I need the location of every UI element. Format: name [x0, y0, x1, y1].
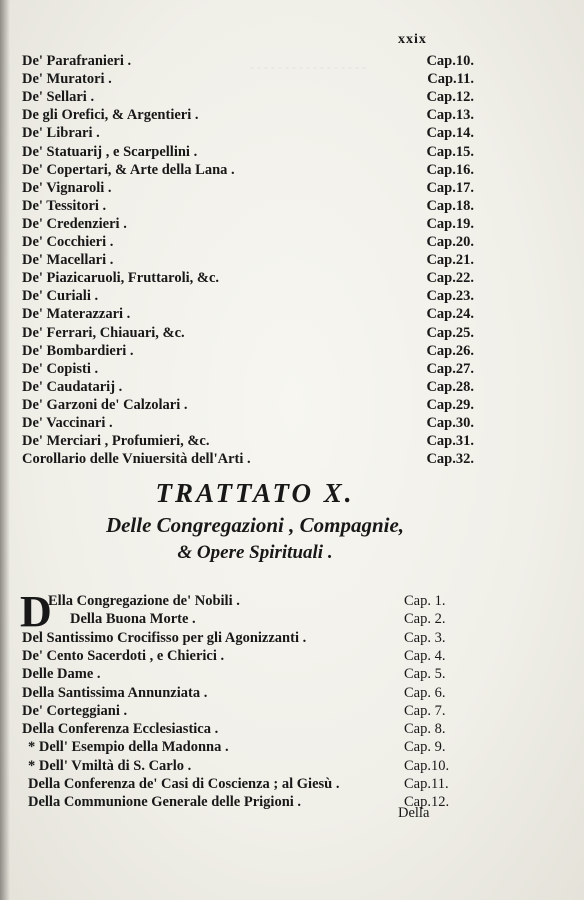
entry-chapter: Cap.19. — [426, 215, 474, 232]
entry-title: De' Credenzieri . — [22, 215, 127, 232]
index-entry — [22, 378, 474, 396]
entry-title: De' Caudatarij . — [22, 378, 123, 395]
index-entry — [22, 52, 474, 70]
entry-title: De' Cocchieri . — [22, 234, 114, 250]
entry-chapter: Cap.20. — [426, 234, 474, 250]
entry-chapter: Cap.32. — [426, 451, 474, 468]
index-entry — [22, 324, 474, 342]
entry-title: De' Materazzari . — [22, 306, 131, 323]
entry-chapter: Cap.28. — [426, 378, 474, 395]
index-entry — [22, 233, 474, 251]
entry-title: Ella Congregazione de' Nobili . — [48, 593, 240, 609]
entry-chapter: Cap.21. — [426, 252, 474, 269]
index-entry — [22, 610, 462, 628]
entry-title: Della Conferenza de' Casi di Coscienza ; al Giesù . — [28, 776, 340, 792]
entry-title: De' Copertari, & Arte della Lana . — [22, 161, 235, 178]
index-entry — [22, 684, 462, 702]
index-entry — [22, 720, 462, 738]
entry-title: De' Copisti . — [22, 360, 99, 377]
entry-title: De' Garzoni de' Calzolari . — [22, 396, 188, 413]
entry-title: * Dell' Vmiltà di S. Carlo . — [28, 757, 192, 774]
index-entry — [22, 70, 474, 88]
entry-chapter: Cap. 9. — [404, 739, 446, 756]
page-number: xxix — [398, 32, 427, 47]
treatise-subtitle-line1: Delle Congregazioni , Compagnie, — [105, 513, 405, 537]
index-entry — [22, 179, 474, 197]
entry-title: De' Cento Sacerdoti , e Chierici . — [22, 647, 225, 664]
entry-title: * Dell' Esempio della Madonna . — [28, 739, 229, 756]
entry-chapter: Cap.12. — [404, 794, 450, 811]
entry-chapter: Cap.11. — [404, 776, 449, 792]
entry-title: Della Buona Morte . — [70, 611, 196, 628]
entry-title: Della Communione Generale delle Prigioni . — [28, 794, 302, 811]
entry-title: De' Merciari , Profumieri, &c. — [22, 433, 210, 450]
entry-title: De' Corteggiani . — [22, 702, 128, 719]
entry-chapter: Cap.12. — [426, 89, 474, 106]
entry-chapter: Cap.24. — [426, 306, 474, 323]
entry-chapter: Cap.31. — [426, 433, 474, 450]
entry-title: De' Vignaroli . — [22, 179, 112, 196]
entry-chapter: Cap.22. — [426, 270, 474, 287]
entry-title: Delle Dame . — [22, 666, 101, 683]
index-entry — [22, 432, 474, 450]
index-entry — [22, 793, 462, 811]
entry-chapter: Cap.18. — [426, 197, 474, 214]
index-entry — [22, 450, 474, 468]
entry-title: De gli Orefici, & Argentieri . — [22, 107, 199, 124]
entry-chapter: Cap.15. — [426, 143, 474, 160]
drop-capital: D — [20, 587, 52, 636]
index-entry — [22, 161, 474, 179]
entry-chapter: Cap.14. — [426, 125, 474, 142]
entry-title: De' Ferrari, Chiauari, &c. — [22, 324, 185, 341]
index-entry — [22, 738, 462, 756]
entry-chapter: Cap.27. — [426, 360, 474, 377]
entry-chapter: Cap. 4. — [404, 647, 446, 664]
index-entry — [22, 305, 474, 323]
page-edge-shadow — [0, 0, 10, 900]
entry-chapter: Cap. 3. — [404, 629, 446, 646]
index-entry — [22, 124, 474, 142]
entry-chapter: Cap. 7. — [404, 702, 446, 719]
entry-chapter: Cap.16. — [426, 161, 474, 178]
catchword: Della — [398, 805, 430, 821]
entry-chapter: Cap.13. — [426, 107, 474, 124]
treatise-subtitle-line2: & Opere Spirituali . — [177, 542, 333, 563]
index-entry — [22, 342, 474, 360]
entry-chapter: Cap. 1. — [404, 593, 446, 609]
entry-title: De' Muratori . — [22, 71, 112, 88]
entry-title: De' Bombardieri . — [22, 342, 134, 359]
index-entry — [22, 88, 474, 106]
entry-title: Del Santissimo Crocifisso per gli Agonizzanti . — [22, 629, 307, 646]
index-entry — [22, 360, 474, 378]
entry-title: Della Conferenza Ecclesiastica . — [22, 721, 219, 738]
entry-title: De' Parafranieri . — [22, 53, 132, 69]
index-entry — [22, 287, 474, 305]
index-entry — [22, 269, 474, 287]
entry-chapter: Cap.11. — [427, 71, 474, 88]
entry-chapter: Cap. 6. — [404, 684, 446, 701]
entry-title: De' Tessitori . — [22, 197, 107, 214]
index-entry — [22, 143, 474, 161]
index-entry — [22, 197, 474, 215]
index-entry — [22, 414, 474, 432]
index-entry — [22, 215, 474, 233]
entry-title: Corollario delle Vniuersità dell'Arti . — [22, 451, 251, 468]
entry-title: Della Santissima Annunziata . — [22, 684, 208, 701]
entry-chapter: Cap. 2. — [404, 611, 446, 628]
entry-chapter: Cap.23. — [426, 288, 474, 305]
entry-title: De' Curiali . — [22, 288, 99, 305]
entry-chapter: Cap. 8. — [404, 721, 446, 738]
entry-chapter: Cap.25. — [426, 324, 474, 341]
entry-chapter: Cap.10. — [426, 53, 474, 69]
entry-chapter: Cap.26. — [426, 342, 474, 359]
index-entry — [22, 665, 462, 683]
entry-title: De' Librari . — [22, 125, 100, 142]
index-entry — [22, 702, 462, 720]
entry-title: De' Piazicaruoli, Fruttaroli, &c. — [22, 270, 220, 287]
index-entry — [22, 647, 462, 665]
entry-title: De' Sellari . — [22, 89, 95, 106]
entry-title: De' Macellari . — [22, 252, 114, 269]
entry-chapter: Cap. 5. — [404, 666, 446, 683]
entry-title: De' Vaccinari . — [22, 415, 113, 431]
index-entry — [22, 775, 462, 793]
index-entry — [22, 251, 474, 269]
entry-chapter: Cap.30. — [426, 415, 474, 431]
entry-chapter: Cap.10. — [404, 757, 450, 774]
index-entry — [22, 757, 462, 775]
index-entry — [22, 629, 462, 647]
entry-chapter: Cap.17. — [426, 179, 474, 196]
entry-chapter: Cap.29. — [426, 396, 474, 413]
index-entry — [22, 396, 474, 414]
entry-title: De' Statuarij , e Scarpellini . — [22, 143, 198, 160]
bleed-through-text: - - - - - - - - - - - - - - - - - — [250, 60, 366, 74]
treatise-heading: TRATTATO X. — [155, 478, 355, 508]
index-entry — [22, 592, 462, 610]
index-entry — [22, 106, 474, 124]
